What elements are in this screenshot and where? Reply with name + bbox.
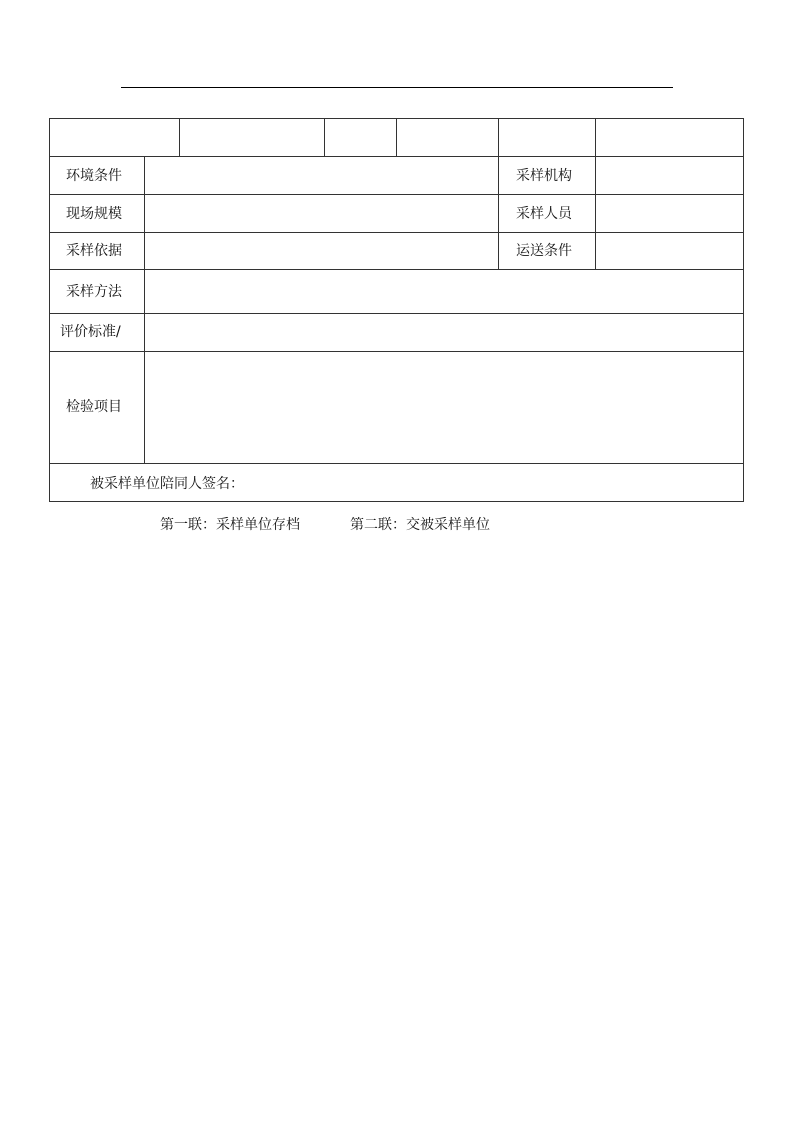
row-divider xyxy=(49,194,744,195)
copy-one-note: 第一联：采样单位存档 xyxy=(160,517,300,533)
column-divider xyxy=(595,156,596,269)
environment-label: 环境条件 xyxy=(66,168,122,184)
sampling-method-label: 采样方法 xyxy=(66,284,122,300)
row-divider xyxy=(49,269,744,270)
row-divider xyxy=(49,351,744,352)
row-divider xyxy=(49,313,744,314)
column-divider xyxy=(595,118,596,156)
site-scale-label: 现场规模 xyxy=(66,206,122,222)
table-bottom-border xyxy=(49,501,744,502)
copy-two-note: 第二联：交被采样单位 xyxy=(350,517,490,533)
row-divider xyxy=(49,463,744,464)
table-left-border xyxy=(49,118,50,501)
table-right-border xyxy=(743,118,744,501)
sampling-personnel-label: 采样人员 xyxy=(516,206,572,222)
title-underline xyxy=(121,87,673,88)
transport-conditions-label: 运送条件 xyxy=(516,243,572,259)
signature-label: 被采样单位陪同人签名： xyxy=(90,476,244,492)
row-divider xyxy=(49,232,744,233)
sampling-basis-label: 采样依据 xyxy=(66,243,122,259)
column-divider xyxy=(498,156,499,269)
column-divider xyxy=(179,118,180,156)
column-divider xyxy=(396,118,397,156)
evaluation-standard-label: 评价标准/ xyxy=(60,324,121,340)
column-divider xyxy=(498,118,499,156)
sampling-agency-label: 采样机构 xyxy=(516,168,572,184)
row-divider xyxy=(49,156,744,157)
label-column-divider xyxy=(144,156,145,463)
test-items-label: 检验项目 xyxy=(66,399,122,415)
column-divider xyxy=(324,118,325,156)
